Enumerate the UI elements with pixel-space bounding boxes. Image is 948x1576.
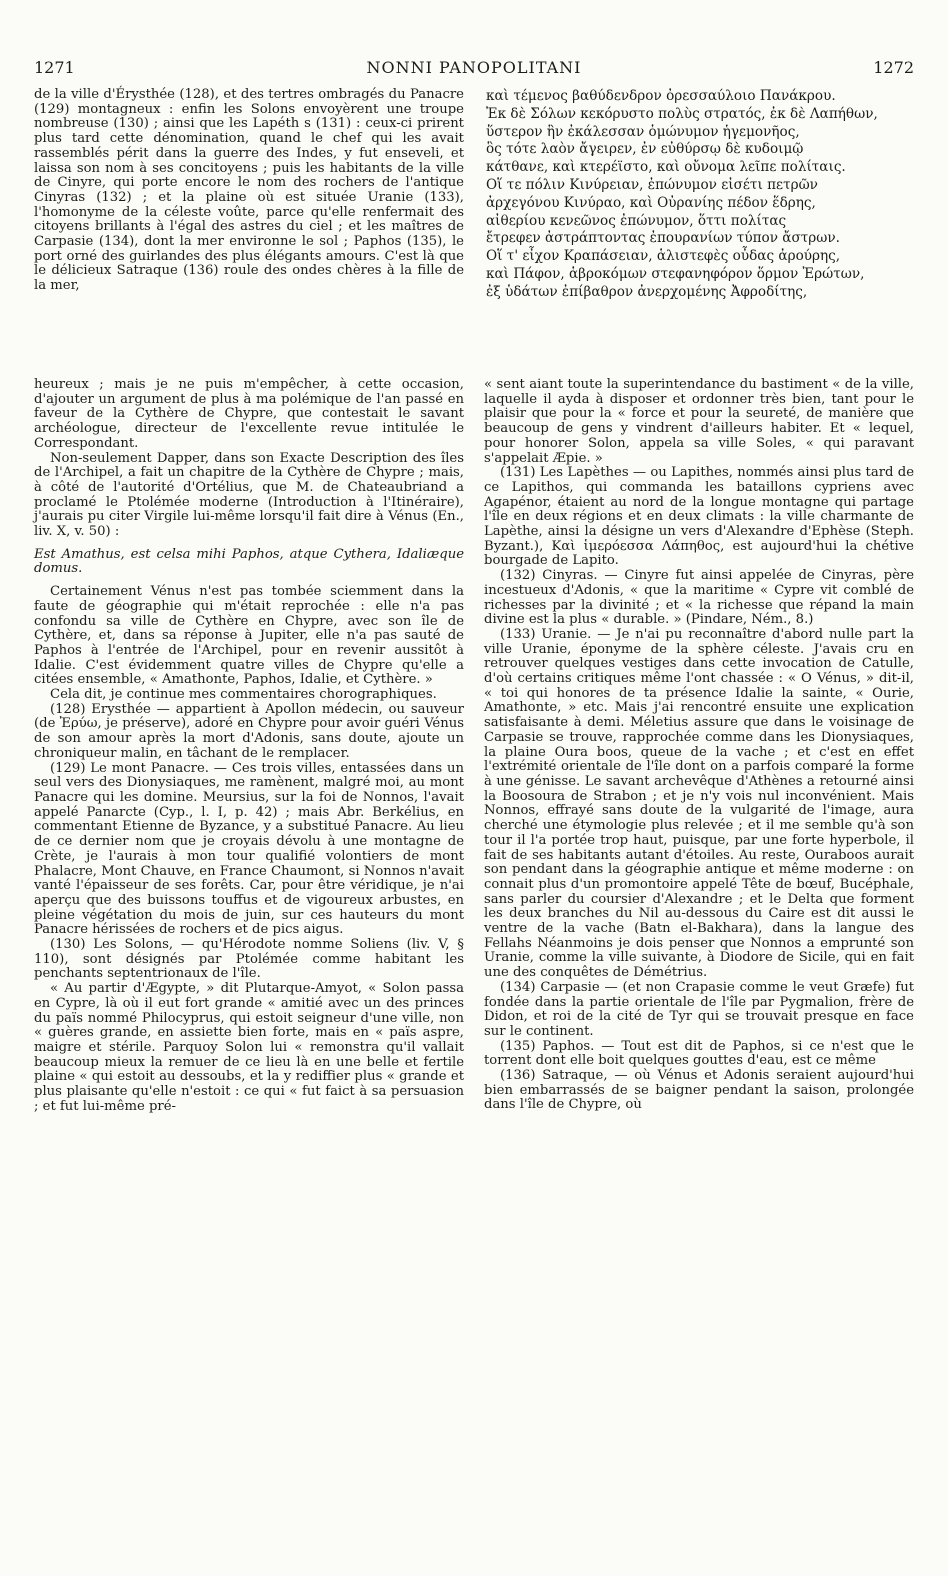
greek-verse-line: ἐξ ὑδάτων ἐπίβαθρον ἀνερχομένης Ἀφροδίτης, [486, 283, 808, 300]
greek-verse-line: καὶ Πάφον, ἁβροκόμων στεφανηφόρον ὅρμον Ἐρώτων, [486, 265, 865, 282]
note-135: (135) Paphos. — Tout est dit de Paphos, si ce n'est que le torrent dont elle boit quelques gouttes d'eau, est ce même [484, 1038, 914, 1069]
french-translation-column [34, 88, 464, 294]
greek-verse-line: ἀρχεγόνου Κινύραο, καὶ Οὐρανίης πέδον ἕδρης, [486, 194, 816, 211]
note-129: (129) Le mont Panacre. — Ces trois villes, entassées dans un seul vers des Dionysiaques, me ramènent, malgré moi, au mont Panacre qui les domine. Meursius, sur la foi de Nonnos, l'avait appelé Panarcte (Cyp., l. I, p. 42) ; mais Abr. Berkélius, en commentant Etienne de Byzance, y a substitué Panacre. Au lieu de ce dernier nom que je croyais dévolu à une montagne de Crète, je l'aurais à mon tour qualifié volontiers de mont Phalacre, Mont Chauve, en France Chaumont, si Nonnos n'avait vanté l'épaisseur de ses forêts. Car, pour être véridique, je n'ai aperçu que des buissons touffus et de vigoureux arbustes, en pleine végétation du mois de juin, sur ces hauteurs du mont Panacre hérissées de rochers et de pics aigus. [34, 760, 464, 938]
translation-paragraph: de la ville d'Érysthée (128), et des tertres ombragés du Panacre (129) montagneux : enfin les Solons envoyèrent une troupe nombreuse (130) ; ainsi que les Lapéth s (131) : ceux-ci prirent plus tard cette dénomination, quand le chef qui les avait rassemblés périt dans la guerre des Indes, y fut enseveli, et laissa son nom à ses concitoyens ; puis les habitants de la ville de Cinyre, qui porte encore le nom des rochers de l'antique Cinyras (132) ; et la plaine où est située Uranie (133), l'homonyme de la céleste voûte, parce qu'elle renfermait des citoyens brillants à l'égal des astres du ciel ; et les maîtres de Carpasie (134), dont la mer environne le sol ; Paphos (135), le port orné des guirlandes des plus élégants amours. C'est là que le délicieux Satraque (136) roule des ondes chères à la fille de la mer, [34, 87, 464, 294]
page-number-left: 1271 [34, 58, 75, 77]
greek-verse-line: καὶ τέμενος βαθύδενδρον ὀρεσσαύλοιο Πανάκρου. [486, 88, 836, 104]
plutarch-quotation: « Au partir d'Ægypte, » dit Plutarque-Amyot, « Solon passa en Cypre, là où il eut fort grande « amitié avec un des princes du païs nommé Philocyprus, qui estoit seigneur d'une ville, non « guères grande, en assiette bien forte, mais en « païs aspre, maigre et stérile. Parquoy Solon lui « remonstra qu'il vallait beaucoup mieux la remuer de ce lieu là en une belle et fertile plaine « qui estoit au dessoubs, et la y rediffier plus « grande et plus plaisante qu'elle n'estoit : ce qui « fut faict à sa persuasion ; et fut lui-même pré- [34, 981, 464, 1114]
commentary-column-right [484, 378, 914, 1113]
greek-verse-column [486, 88, 914, 302]
note-134: (134) Carpasie — (et non Crapasie comme le veut Græfe) fut fondée dans la partie orientale de l'île par Pygmalion, frère de Didon, et roi de la cité de Tyr qui se trouvait presque en face sur le continent. [484, 979, 914, 1039]
greek-verse-line: κάτθανε, καὶ κτερέϊστο, καὶ οὔνομα λεῖπε πολίταις. [486, 159, 846, 176]
greek-verse-line: Οἵ τ' εἶχον Κραπάσειαν, ἁλιστεφὲς οὖδας ἀρούρης, [486, 248, 841, 265]
note-131: (131) Les Lapèthes — ou Lapithes, nommés ainsi plus tard de ce Lapithos, qui commanda les bataillons cypriens avec Agapénor, étaient au nord de la longue montagne qui partage l'île en deux régions et en deux climats : la ville charmante de Lapèthe, ainsi la désigne un vers d'Alexandre d'Ephèse (Steph. Byzant.), Καὶ ἱμερόεσσα Λάπηθος, est aujourd'hui la chétive bourgade de Lapito. [484, 465, 914, 569]
greek-verse-line: Οἵ τε πόλιν Κινύρειαν, ἐπώνυμον εἰσέτι πετρῶν [486, 176, 818, 193]
greek-verse-line: αἰθερίου κενεῶνος ἐπώνυμον, ὅττι πολίτας [486, 212, 787, 229]
note-132: (132) Cinyras. — Cinyre fut ainsi appelée de Cinyras, père incestueux d'Adonis, « que la maritime « Cypre vit comblé de richesses par la divinité ; et « la richesse que répand la main divine est la plus « durable. » (Pindare, Ném., 8.) [484, 568, 914, 628]
page-number-right: 1272 [873, 58, 914, 77]
note-133: (133) Uranie. — Je n'ai pu reconnaître d'abord nulle part la ville Uranie, éponyme de la sphère céleste. J'avais cru en retrouver quelques vestiges dans cette invocation de Catulle, d'où certains critiques même l'ont chassée : « O Vénus, » dit-il, « toi qui honores de ta présence Idalie la sainte, « Ourie, Amathonte, » etc. Mais j'ai rencontré ensuite une explication satisfaisante à demi. Méletius assure que dans le voisinage de Carpasie se trouve, rapprochée comme dans les Dionysiaques, la plaine Oura boos, queue de la vache ; et c'est en effet l'extrémité orientale de l'île dont on a parfois comparé la forme à une génisse. Le savant archevêque d'Athènes a retourné ainsi la Boosoura de Strabon ; et je n'y vois nul inconvénient. Mais Nonnos, effrayé sans doute de la vulgarité de l'image, aura cherché une étymologie plus relevée ; et il me semble qu'à son tour il l'a portée trop haut, puisque, par une forte hyperbole, il fait de ses habitants autant d'étoiles. Au reste, Ouraboos aurait son pendant dans la géographie antique et même moderne : on connait plus d'un promontoire appelé Tête de bœuf, Bucéphale, sans parler du coursier d'Alexandre ; et le Delta que forment les deux branches du Nil au-dessous du Caire est dit aussi le ventre de la vache (Batn el-Bakhara), dans la langue des Fellahs Néanmoins je dois penser que Nonnos a emprunté son Uranie, comme la ville suivante, à Diodore de Sicile, qui en fait une des conquêtes de Démétrius. [484, 626, 914, 981]
commentary-paragraph: Cela dit, je continue mes commentaires chorographiques. [50, 687, 437, 703]
greek-verse-line: ὃς τότε λαὸν ἄγειρεν, ἐν εὐθύρσῳ δὲ κυδοιμῷ [486, 141, 804, 158]
note-128: (128) Erysthée — appartient à Apollon médecin, ou sauveur (de Ἐρύω, je préserve), adoré en Chypre pour avoir guéri Vénus de son amour après la mort d'Adonis, sans doute, ajoute un chroniqueur malin, en tâchant de le remplacer. [34, 701, 464, 761]
running-title: NONNI PANOPOLITANI [366, 58, 582, 77]
commentary-paragraph: Certainement Vénus n'est pas tombée sciemment dans la faute de géographie qui m'était reprochée : elle n'a pas confondu sa ville de Cythère en Chypre, avec son île de Cythère, et, dans sa réponse à Jupiter, elle n'a pas sauté de Paphos à l'entrée de l'Archipel, pour en revenir aussitôt à Idalie. C'est évidemment quatre villes de Chypre qu'elle a citées ensemble, « Amathonte, Paphos, Idalie, et Cythère. » [34, 584, 464, 688]
note-136: (136) Satraque, — où Vénus et Adonis seraient aujourd'hui bien embarrassés de se baigner pendant la saison, prolongée dans l'île de Chypre, où [484, 1068, 914, 1113]
running-header [34, 58, 914, 80]
commentary-paragraph: Non-seulement Dapper, dans son Exacte Description des îles de l'Archipel, a fait un chapitre de la Cythère de Chypre ; mais, à côté de l'autorité d'Ortélius, que M. de Chateaubriand a proclamé le Ptolémée moderne (Introduction à l'Itinéraire), j'aurais pu citer Virgile lui-même lorsqu'il fait dire à Vénus (En., liv. X, v. 50) : [34, 450, 464, 540]
plutarch-quotation-continued: « sent aiant toute la superintendance du bastiment « de la ville, laquelle il ayda à disposer et ordonner très bien, tant pour le plaisir que pour la « force et pour la seureté, de manière que beaucoup de gens y vindrent d'ailleurs habiter. Et « lequel, pour honorer Solon, appela sa ville Soles, « qui paravant s'appelait Æpie. » [484, 377, 914, 466]
greek-verse-line: ὕστερον ἣν ἐκάλεσσαν ὁμώνυμον ἡγεμονῆος, [486, 123, 800, 140]
note-130: (130) Les Solons, — qu'Hérodote nomme Soliens (liv. V, § 110), sont désignés par Ptolémée comme habitant les penchants septentrionaux de l'île. [34, 937, 464, 982]
latin-quotation: Est Amathus, est celsa mihi Paphos, atque Cythera, Idaliæque domus. [34, 546, 464, 577]
greek-verse-line: Ἐκ δὲ Σόλων κεκόρυστο πολὺς στρατός, ἐκ δὲ Λαπήθων, [486, 105, 878, 122]
commentary-paragraph: heureux ; mais je ne puis m'empêcher, à cette occasion, d'ajouter un argument de plus à ma polémique de l'an passé en faveur de la Cythère de Chypre, que contestait le savant archéologue, directeur de l'excellente revue intitulée le Correspondant. [34, 377, 464, 451]
commentary-column-left [34, 378, 464, 1114]
greek-verse-line: ἔτρεφεν ἀστράπτοντας ἐπουρανίων τύπον ἄστρων. [486, 230, 840, 247]
